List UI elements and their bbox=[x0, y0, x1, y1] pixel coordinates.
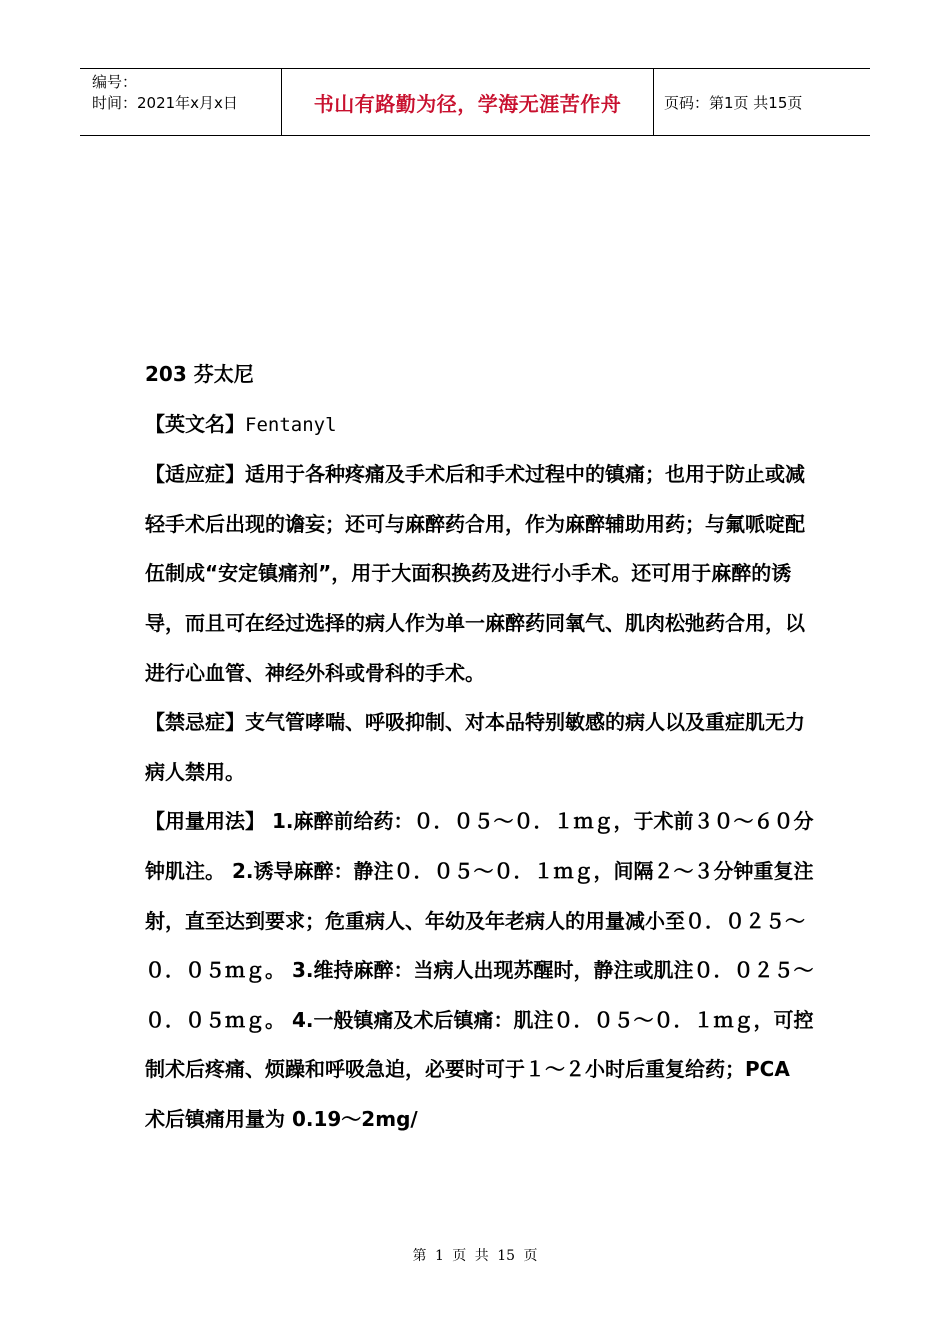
indications-label: 【适应症】 bbox=[145, 462, 245, 487]
indications-text: 适用于各种疼痛及手术后和手术过程中的镇痛；也用于防止或减轻手术后出现的谵妄；还可与麻醉药合用，作为麻醉辅助用药；与氟哌啶配伍制成“安定镇痛剂”，用于大面积换药及进行小手术。还可用于麻醉的诱导，而且可在经过选择的病人作为单一麻醉药同氧气、肌肉松弛药合用，以进行心血管、神经外科或骨科的手术。 bbox=[145, 462, 805, 685]
header-page-info: 页码：第1页 共15页 bbox=[664, 93, 803, 112]
indications-paragraph bbox=[145, 450, 815, 698]
header-motto: 书山有路勤为径，学海无涯苦作舟 bbox=[281, 69, 654, 135]
header-info-cell bbox=[80, 69, 281, 135]
contraindications-text: 支气管哮喘、呼吸抑制、对本品特别敏感的病人以及重症肌无力病人禁用。 bbox=[145, 710, 805, 784]
drug-title: 203 芬太尼 bbox=[145, 362, 254, 386]
dosage-paragraph bbox=[145, 797, 815, 1144]
contraindications-paragraph bbox=[145, 698, 815, 797]
english-name-label: 【英文名】 bbox=[145, 411, 245, 436]
date-label: 时间：2021年x月x日 bbox=[92, 94, 238, 112]
header-table bbox=[80, 68, 870, 136]
contraindications-label: 【禁忌症】 bbox=[145, 710, 245, 735]
english-name-value: Fentanyl bbox=[245, 413, 337, 436]
dosage-text: 1.麻醉前给药：０．０５～０．１ｍｇ，于术前３０～６０分钟肌注。 2.诱导麻醉：静注０．０５～０．１ｍｇ，间隔２～３分钟重复注射，直至达到要求；危重病人、年幼及年老病人的用量减小至０．０２５～０．０５ｍｇ。 3.维持麻醉：当病人出现苏醒时，静注或肌注０．０２５～０．０５ｍｇ。 4.一般镇痛及术后镇痛：肌注０．０５～０．１ｍｇ，可控制术后疼痛、烦躁和呼吸急迫，必要时可于１～２小时后重复给药；PCA 术后镇痛用量为 0.19～2mg/ bbox=[145, 809, 814, 1131]
serial-number-label: 编号： bbox=[92, 73, 138, 91]
english-name-paragraph bbox=[145, 400, 815, 451]
page-footer: 第 1 页 共 15 页 bbox=[412, 1248, 538, 1264]
document-body bbox=[145, 350, 815, 1145]
dosage-label: 【用量用法】 bbox=[145, 809, 265, 834]
